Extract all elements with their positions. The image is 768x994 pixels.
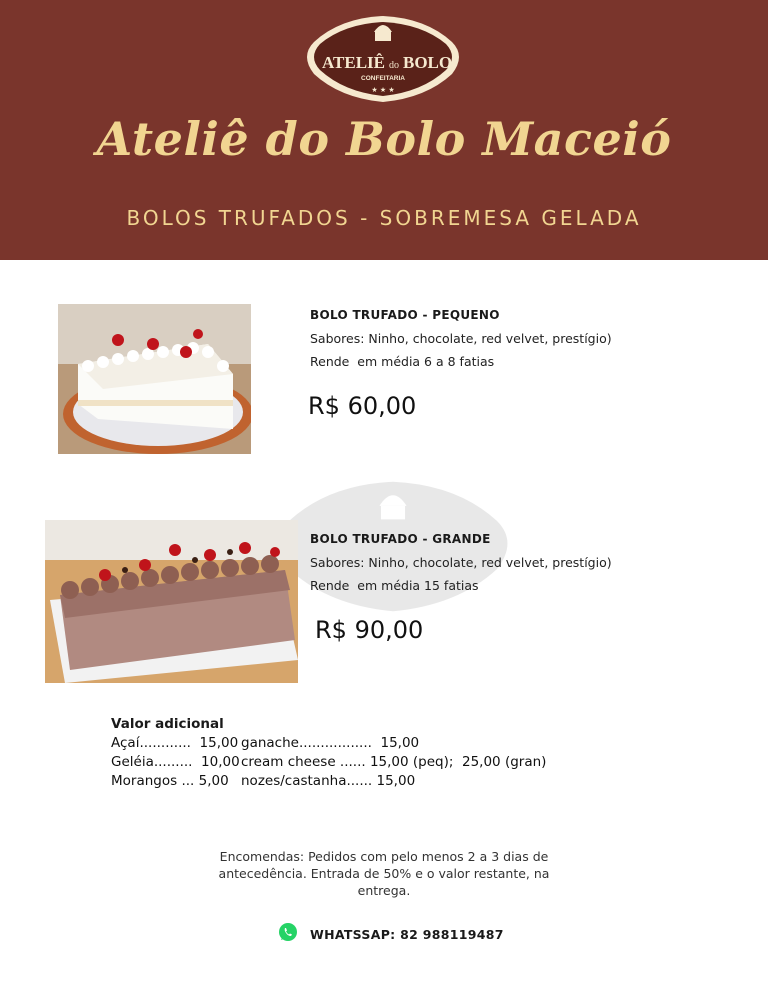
product-small-yield: Rende em média 6 a 8 fatias <box>310 354 495 369</box>
whatsapp-icon[interactable] <box>278 922 298 942</box>
svg-text:BOLO: BOLO <box>403 53 453 72</box>
cake-photo-small <box>58 304 251 454</box>
extra-item: Açaí............ 15,00 <box>111 735 239 751</box>
cake-photo-large <box>45 520 298 683</box>
header-banner <box>0 0 768 260</box>
whatsapp-contact[interactable]: WHATSSAP: 82 988119487 <box>310 927 504 942</box>
page-subtitle: BOLOS TRUFADOS - SOBREMESA GELADA <box>126 206 642 230</box>
svg-text:do: do <box>389 60 399 71</box>
product-small-title: BOLO TRUFADO - PEQUENO <box>310 308 500 322</box>
extra-item: nozes/castanha...... 15,00 <box>241 773 416 789</box>
brand-title: Ateliê do Bolo Maceió <box>96 112 672 166</box>
product-large-price: R$ 90,00 <box>315 616 424 644</box>
product-small-price: R$ 60,00 <box>308 392 417 420</box>
svg-text:CONFEITARIA: CONFEITARIA <box>361 75 405 82</box>
product-small-flavors: Sabores: Ninho, chocolate, red velvet, prestígio) <box>310 331 612 346</box>
extra-item: Morangos ... 5,00 <box>111 773 229 789</box>
extras-title: Valor adicional <box>111 716 224 732</box>
order-notice: Encomendas: Pedidos com pelo menos 2 a 3 dias de antecedência. Entrada de 50% e o valor restante, na entrega. <box>218 849 550 898</box>
product-large-flavors: Sabores: Ninho, chocolate, red velvet, prestígio) <box>310 555 612 570</box>
extra-item: Geléia......... 10,00 <box>111 754 240 770</box>
svg-text:ATELIÊ: ATELIÊ <box>322 53 385 72</box>
extra-item: cream cheese ...... 15,00 (peq); 25,00 (gran) <box>241 754 547 770</box>
svg-text:★ ★ ★: ★ ★ ★ <box>371 86 395 94</box>
extra-item: ganache................. 15,00 <box>241 735 420 751</box>
logo <box>300 12 466 104</box>
product-large-yield: Rende em média 15 fatias <box>310 578 479 593</box>
product-large-title: BOLO TRUFADO - GRANDE <box>310 532 491 546</box>
